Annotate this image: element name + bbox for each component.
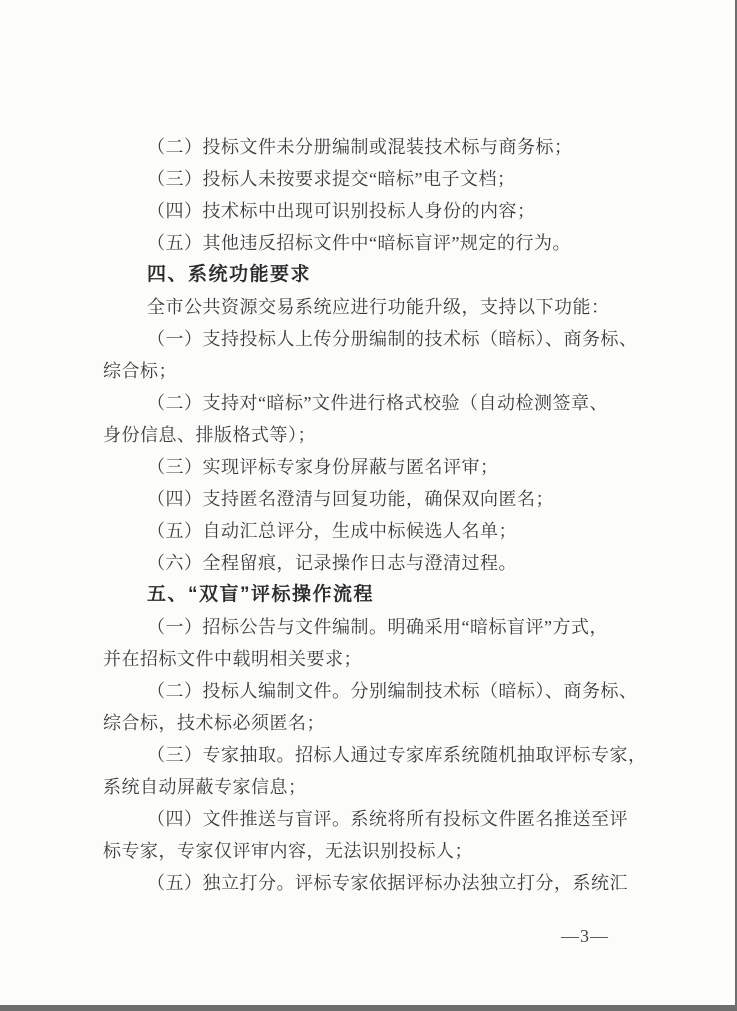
text-line: （四）文件推送与盲评。系统将所有投标文件匿名推送至评 <box>147 809 628 829</box>
text-line: 标专家，专家仅评审内容，无法识别投标人； <box>103 841 473 861</box>
text-line: （五）自动汇总评分，生成中标候选人名单； <box>147 521 517 541</box>
document-body <box>103 131 663 899</box>
page-number: —3— <box>561 926 609 946</box>
text-line: （三）实现评标专家身份屏蔽与匿名评审； <box>147 457 499 477</box>
scan-edge-bottom <box>0 1005 737 1011</box>
text-line: （六）全程留痕，记录操作日志与澄清过程。 <box>147 553 517 573</box>
text-line: （三）投标人未按要求提交“暗标”电子文档； <box>147 169 516 189</box>
text-line: （四）支持匿名澄清与回复功能，确保双向匿名； <box>147 489 554 509</box>
text-line: （五）其他违反招标文件中“暗标盲评”规定的行为。 <box>147 233 571 253</box>
text-line: 系统自动屏蔽专家信息； <box>103 777 307 797</box>
text-line: （三）专家抽取。招标人通过专家库系统随机抽取评标专家， <box>147 745 647 765</box>
text-line: （四）技术标中出现可识别投标人身份的内容； <box>147 201 536 221</box>
section-heading: 四、系统功能要求 <box>147 264 312 285</box>
text-line: （二）支持对“暗标”文件进行格式校验（自动检测签章、 <box>147 393 608 413</box>
text-line: 综合标； <box>103 361 177 381</box>
text-line: （一）招标公告与文件编制。明确采用“暗标盲评”方式， <box>147 617 608 637</box>
text-line: （二）投标人编制文件。分别编制技术标（暗标）、商务标、 <box>147 681 638 701</box>
text-line: 身份信息、排版格式等）； <box>103 425 316 445</box>
text-line: 并在招标文件中载明相关要求； <box>103 649 362 669</box>
text-line: 综合标，技术标必须匿名； <box>103 713 325 733</box>
text-line: 全市公共资源交易系统应进行功能升级，支持以下功能： <box>147 297 610 317</box>
text-line: （二）投标文件未分册编制或混装技术标与商务标； <box>147 137 573 157</box>
section-heading: 五、“双盲”评标操作流程 <box>147 584 375 605</box>
text-line: （五）独立打分。评标专家依据评标办法独立打分，系统汇 <box>147 873 628 893</box>
text-line: （一）支持投标人上传分册编制的技术标（暗标）、商务标、 <box>147 329 638 349</box>
